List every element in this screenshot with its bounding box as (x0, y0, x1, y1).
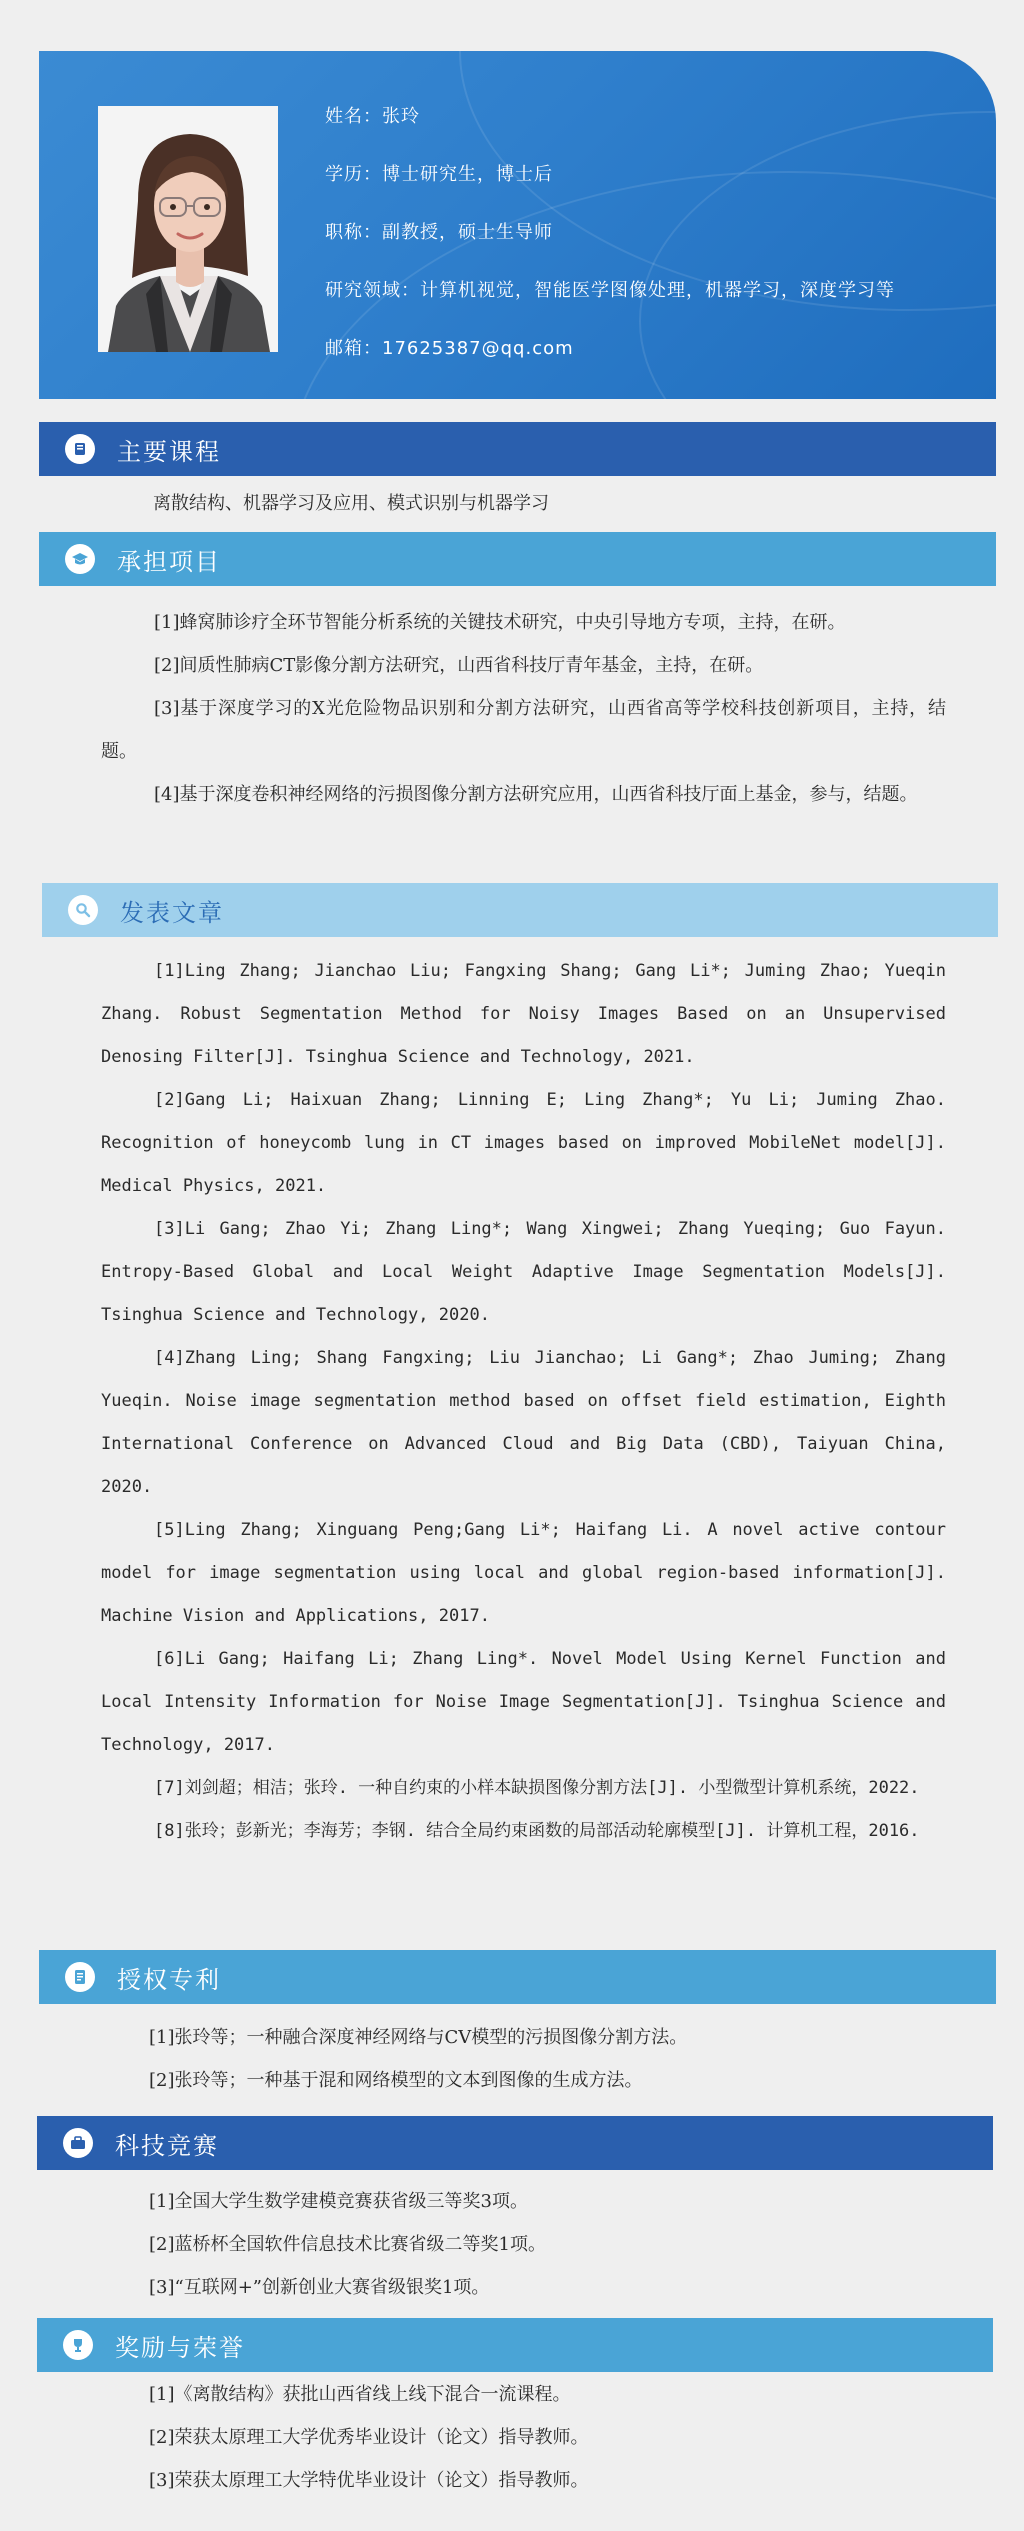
document-icon (65, 1962, 95, 1992)
publication-item: [4]Zhang Ling; Shang Fangxing; Liu Jianchao; Li Gang*; Zhao Juming; Zhang Yueqin. Noise image segmentation method based on offset field estimation, Eighth International Conference on Advanced Cloud and Big Data (CBD), Taiyuan China, 2020. (101, 1348, 946, 1497)
project-item: [4]基于深度卷积神经网络的污损图像分割方法研究应用，山西省科技厅面上基金，参与，结题。 (154, 784, 918, 805)
section-title: 授权专利 (117, 1965, 221, 1994)
trophy-icon (63, 2330, 93, 2360)
graduation-cap-icon (65, 544, 95, 574)
competition-item: [3]“互联网+”创新创业大赛省级银奖1项。 (149, 2277, 490, 2298)
section-title: 发表文章 (120, 898, 224, 927)
publication-item: [7]刘剑超；相洁；张玲. 一种自约束的小样本缺损图像分割方法[J]. 小型微型计算机系统，2022. (154, 1778, 920, 1798)
title-line: 职称：副教授，硕士生导师 (325, 222, 553, 243)
competitions-body (101, 2180, 946, 2309)
publication-item: [3]Li Gang; Zhao Yi; Zhang Ling*; Wang Xingwei; Zhang Yueqing; Guo Fayun. Entropy-Based Global and Local Weight Adaptive Image Segmentation Models[J]. Tsinghua Science and Technology, 2020. (101, 1219, 946, 1325)
patent-item: [1]张玲等；一种融合深度神经网络与CV模型的污损图像分割方法。 (149, 2027, 688, 2048)
section-header-awards (37, 2318, 993, 2372)
book-icon (65, 434, 95, 464)
patents-body (101, 2016, 946, 2102)
section-title: 主要课程 (117, 437, 221, 466)
section-title: 承担项目 (117, 547, 221, 576)
publication-item: [8]张玲；彭新光；李海芳；李钢. 结合全局约束函数的局部活动轮廓模型[J]. 计算机工程，2016. (154, 1821, 920, 1841)
project-item: [2]间质性肺病CT影像分割方法研究，山西省科技厅青年基金，主持，在研。 (154, 655, 764, 676)
project-item: [1]蜂窝肺诊疗全环节智能分析系统的关键技术研究，中央引导地方专项，主持，在研。 (154, 612, 846, 633)
award-item: [1]《离散结构》获批山西省线上线下混合一流课程。 (149, 2384, 571, 2405)
section-header-competitions (37, 2116, 993, 2170)
profile-photo (98, 106, 278, 352)
award-item: [2]荣获太原理工大学优秀毕业设计（论文）指导教师。 (149, 2427, 589, 2448)
name-line: 姓名：张玲 (325, 106, 420, 127)
section-header-patents (39, 1950, 996, 2004)
publications-body (101, 950, 946, 1853)
publication-item: [6]Li Gang; Haifang Li; Zhang Ling*. Novel Model Using Kernel Function and Local Intensity Information for Noise Image Segmentation[J]. Tsinghua Science and Technology, 2017. (101, 1649, 946, 1755)
profile-info (325, 103, 895, 393)
competition-item: [1]全国大学生数学建模竞赛获省级三等奖3项。 (149, 2191, 528, 2212)
section-header-projects (39, 532, 996, 586)
section-header-publications (42, 883, 998, 937)
projects-body (101, 601, 946, 816)
section-title: 奖励与荣誉 (115, 2333, 245, 2362)
briefcase-icon (63, 2128, 93, 2158)
award-item: [3]荣获太原理工大学特优毕业设计（论文）指导教师。 (149, 2470, 589, 2491)
publication-item: [1]Ling Zhang; Jianchao Liu; Fangxing Shang; Gang Li*; Juming Zhao; Yueqin Zhang. Robust Segmentation Method for Noisy Images Based on an Unsupervised Denosing Filter[J]. Tsinghua Science and Technology, 2021. (101, 961, 946, 1067)
profile-header-card (39, 51, 996, 399)
publication-item: [5]Ling Zhang; Xinguang Peng;Gang Li*; Haifang Li. A novel active contour model for image segmentation using local and global region-based information[J]. Machine Vision and Applications, 2017. (101, 1520, 946, 1626)
patent-item: [2]张玲等；一种基于混和网络模型的文本到图像的生成方法。 (149, 2070, 643, 2091)
competition-item: [2]蓝桥杯全国软件信息技术比赛省级二等奖1项。 (149, 2234, 546, 2255)
courses-text: 离散结构、机器学习及应用、模式识别与机器学习 (153, 493, 549, 514)
education-line: 学历：博士研究生，博士后 (325, 164, 553, 185)
courses-body (101, 482, 946, 525)
section-header-courses (39, 422, 996, 476)
research-line: 研究领域：计算机视觉，智能医学图像处理，机器学习，深度学习等 (325, 280, 895, 301)
project-item: [3]基于深度学习的X光危险物品识别和分割方法研究，山西省高等学校科技创新项目，主持，结题。 (101, 698, 946, 762)
section-title: 科技竞赛 (115, 2131, 219, 2160)
portrait-image (98, 106, 278, 352)
publication-item: [2]Gang Li; Haixuan Zhang; Linning E; Ling Zhang*; Yu Li; Juming Zhao. Recognition of honeycomb lung in CT images based on improved MobileNet model[J]. Medical Physics, 2021. (101, 1090, 946, 1196)
search-icon (68, 895, 98, 925)
awards-body (101, 2373, 946, 2502)
email-line: 邮箱：17625387@qq.com (325, 338, 574, 359)
